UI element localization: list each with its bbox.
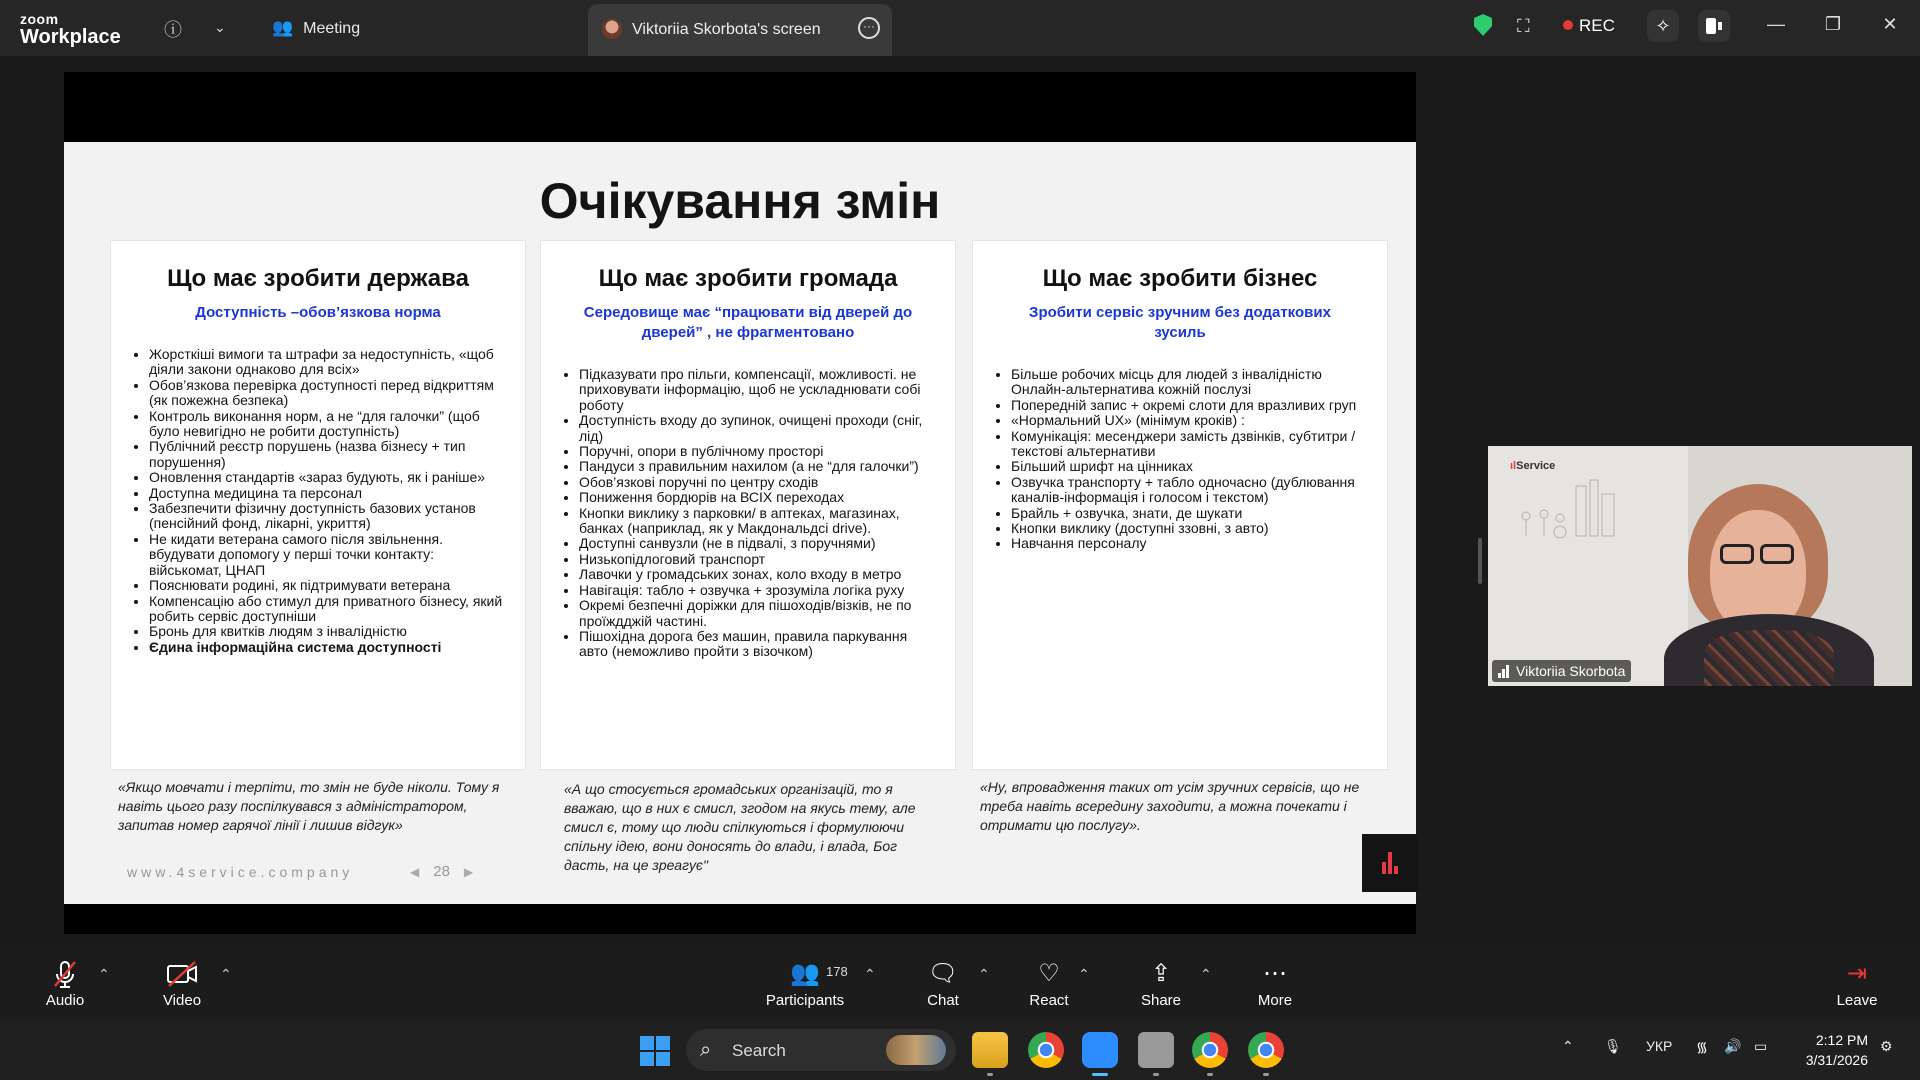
wifi-icon[interactable]: ᯾ [1696, 1039, 1708, 1055]
bullet-item: • Навчання персоналу [1011, 536, 1371, 551]
bullet-item: • Жорсткіші вимоги та штрафи за недоступність, «щоб діяли закони однаково для всіх» [149, 347, 509, 378]
tray-expand-chevron-icon[interactable]: ⌃ [1562, 1038, 1574, 1054]
react-options-caret-icon[interactable]: ⌃ [1078, 966, 1090, 982]
bullet-item: • Більший шрифт на цінниках [1011, 459, 1371, 474]
bullet-item: • Кнопки виклику (доступні ззовні, з авто) [1011, 521, 1371, 536]
bullet-item: • Пониження бордюрів на ВСІХ переходах [579, 490, 939, 505]
language-indicator[interactable]: УКР [1646, 1038, 1673, 1054]
volume-icon[interactable]: 🔊 [1724, 1038, 1742, 1054]
bullet-item: • Оновлення стандартів «зараз будують, як і раніше» [149, 470, 509, 485]
shared-screen [64, 72, 1416, 934]
side-panel-button[interactable] [1698, 10, 1730, 42]
leave-button[interactable]: ⇥ Leave [1832, 958, 1882, 1009]
slide-title: Очікування змін [539, 173, 941, 229]
notifications-icon[interactable]: ⚙ [1880, 1038, 1893, 1054]
bullet-item: • Пішохідна дорога без машин, правила паркування авто (неможливо пройти з візочком) [579, 629, 939, 660]
file-explorer-icon[interactable] [972, 1032, 1008, 1068]
taskbar-search-box[interactable] [686, 1029, 956, 1071]
bullet-item: • Низькопідлоговий транспорт [579, 552, 939, 567]
chrome-icon[interactable] [1028, 1032, 1064, 1068]
background-sketch-illustration [1506, 476, 1626, 540]
encryption-shield-icon[interactable] [1474, 14, 1492, 36]
bullet-item: • Обов’язкова перевірка доступності перед відкриттям (як пожежна безпека) [149, 378, 509, 409]
close-icon[interactable]: ✕ [1882, 14, 1898, 34]
system-clock[interactable] [1796, 1030, 1868, 1070]
leave-door-icon: ⇥ [1846, 960, 1868, 987]
column-heading: Що має зробити держава [167, 265, 469, 292]
column-heading: Що має зробити громада [598, 265, 898, 292]
bullet-item: • Обов’язкові поручні по центру сходів [579, 475, 939, 490]
bullet-item: • Лавочки у громадських зонах, коло входу в метро [579, 567, 939, 582]
quote-state: «Якщо мовчати і терпіти, то змін не буде ніколи. Тому я навіть цього разу поспілкувався з адміністратором, запитав номер гарячої лінії і лишив відгук» [118, 779, 500, 833]
more-button[interactable]: ⋯ More [1250, 958, 1300, 1009]
column-heading: Що має зробити бізнес [1042, 265, 1318, 292]
recording-label: REC [1579, 16, 1615, 35]
video-button[interactable]: Video [156, 958, 208, 1009]
bullet-item: • Не кидати ветерана самого після звільнення. вбудувати допомогу у перші точки контакту: військомат, ЦНАП [149, 532, 509, 578]
bullet-item: • Забезпечити фізичну доступність базових установ (пенсійний фонд, лікарні, укриття) [149, 501, 509, 532]
participant-video-tile[interactable] [1488, 446, 1912, 686]
brand-corner-logo [1362, 834, 1418, 892]
share-options-caret-icon[interactable]: ⌃ [1200, 966, 1212, 982]
recording-dot-icon [1563, 20, 1573, 30]
next-slide-icon: ▶ [463, 865, 474, 879]
bullet-item: • Навігація: табло + озвучка + зрозуміла логіка руху [579, 583, 939, 598]
chat-options-caret-icon[interactable]: ⌃ [978, 966, 990, 982]
tab-meeting[interactable] [272, 18, 360, 38]
zoom-workplace-logo [20, 12, 121, 47]
bullet-item: • Брайль + озвучка, знати, де шукати [1011, 506, 1371, 521]
participants-group-icon: 👥 [272, 18, 294, 37]
background-brand-logo: ılService [1510, 460, 1556, 472]
search-icon: ⌕ [700, 1039, 712, 1061]
column-list [579, 367, 939, 660]
bullet-item: • Поручні, опори в публічному просторі [579, 444, 939, 459]
column-subheading: Середовище має “працювати від дверей до дверей” , не фрагментовано [583, 304, 913, 341]
bullet-item: • Більше робочих місць для людей з інвалідністю Онлайн-альтернатива кожній послузі [1011, 367, 1371, 398]
meeting-info-icon[interactable]: ⓘ [164, 20, 182, 40]
sparkle-icon: ✧ [1655, 16, 1671, 36]
share-screen-icon: ⇪ [1150, 960, 1172, 987]
bullet-item: • «Нормальний UX» (мінімум кроків) : [1011, 413, 1371, 428]
bullet-item: • Комунікація: месенджери замість дзвінків, субтитри / текстові альтернативи [1011, 429, 1371, 460]
brand-bars-icon [1382, 852, 1400, 874]
sharer-avatar [602, 19, 622, 39]
bullet-item: • Публічний реєстр порушень (назва бізнесу + тип порушення) [149, 439, 509, 470]
participant-glasses [1714, 544, 1802, 566]
windows-taskbar [0, 1020, 1920, 1080]
restore-icon[interactable]: ❐ [1824, 14, 1842, 34]
column-list [149, 347, 509, 655]
logo-top-text: zoom [20, 11, 59, 27]
recording-indicator[interactable] [1563, 16, 1615, 36]
bullet-item: • Бронь для квитків людям з інвалідністю [149, 624, 509, 639]
bullet-item: • Підказувати про пільги, компенсації, можливості. не приховувати інформацію, щоб не ускладнювати собі роботу [579, 367, 939, 413]
bullet-item: • Доступна медицина та персонал [149, 486, 509, 501]
tab-meeting-label: Meeting [303, 20, 361, 37]
camera-off-icon [165, 958, 199, 990]
logo-bottom-text: Workplace [20, 26, 121, 48]
chrome-profile-2-icon[interactable] [1248, 1032, 1284, 1068]
participants-count: 178 [826, 964, 848, 979]
bullet-item: • Доступні санвузли (не в підвалі, з поручнями) [579, 536, 939, 551]
meeting-controls-bar [0, 944, 1920, 1020]
clock-date: 3/31/2026 [1805, 1052, 1868, 1068]
tray-microphone-icon[interactable]: 🎙 [1604, 1038, 1622, 1054]
participants-options-caret-icon[interactable]: ⌃ [864, 966, 876, 982]
windows-start-icon[interactable] [640, 1036, 670, 1066]
tab-shared-screen[interactable] [588, 4, 892, 56]
participants-button[interactable]: 👥 Participants [760, 958, 850, 1009]
search-placeholder: Search [732, 1041, 786, 1060]
meeting-stage [0, 56, 1920, 944]
audio-button[interactable]: Audio [40, 958, 90, 1009]
slide-pager [396, 863, 487, 880]
react-button[interactable]: ♡ React [1024, 958, 1074, 1009]
tab-shared-screen-label: Viktoriia Skorbota's screen [632, 21, 821, 38]
bullet-item: • Компенсацію або стимул для приватного бізнесу, який робить сервіс доступніши [149, 594, 509, 625]
presentation-slide [64, 142, 1416, 904]
bullet-item: • Озвучка транспорту + табло одночасно (дублювання каналів-інформація і голосом і текстом) [1011, 475, 1371, 506]
bullet-item: • Пандуси з правильним нахилом (а не “для галочки”) [579, 459, 939, 474]
column-subheading: Зробити сервіс зручним без додаткових зусиль [1029, 304, 1331, 341]
bullet-item: • Єдина інформаційна система доступності [149, 640, 509, 655]
search-highlight-image [886, 1035, 946, 1065]
quote-community: «А що стосується громадських організацій, то я вважаю, що в них є смисл, згодом на якусь тему, але смисл є, тому що люди спілкуються і формулюючи спільну ідею, вони доносять до влади, і влада, Бог дасть, на це зреагує" [564, 781, 916, 873]
chrome-profile-icon[interactable] [1192, 1032, 1228, 1068]
chat-button[interactable]: 🗨 Chat [920, 958, 966, 1009]
page-number: 28 [433, 863, 450, 880]
participant-name-label: Viktoriia Skorbota [1492, 660, 1631, 682]
minimize-icon[interactable]: — [1767, 14, 1785, 34]
view-switch-icon[interactable]: ⛶ [1517, 16, 1530, 36]
column-subheading: Доступність –обов’язкова норма [195, 304, 441, 321]
share-options-icon[interactable]: ··· [858, 17, 880, 39]
clock-time: 2:12 PM [1815, 1032, 1868, 1048]
quote-business: «Ну, впровадження таких от усім зручних сервісів, що не треба навіть всередину заходити, а можна почекати і отримати цю послугу». [980, 779, 1360, 833]
column-list [1011, 367, 1371, 552]
mic-muted-icon [49, 958, 81, 990]
footer-website: www.4service.company [127, 864, 354, 880]
chat-bubble-icon: 🗨 [927, 960, 959, 987]
app-window-icon[interactable] [1138, 1032, 1174, 1068]
ai-companion-button[interactable] [1647, 10, 1679, 42]
bullet-item: • Попередній запис + окремі слоти для вразливих груп [1011, 398, 1371, 413]
signal-strength-icon [1498, 665, 1512, 678]
participants-icon: 👥 [790, 960, 820, 987]
prev-slide-icon: ◀ [410, 865, 420, 879]
video-options-caret-icon[interactable]: ⌃ [220, 966, 232, 982]
info-chevron-down-icon[interactable]: ⌄ [214, 19, 226, 35]
column-business [972, 240, 1388, 770]
column-community [540, 240, 956, 770]
battery-icon[interactable]: ▭ [1754, 1038, 1768, 1054]
zoom-app-icon[interactable] [1082, 1032, 1118, 1068]
bullet-item: • Доступність входу до зупинок, очищені проходи (сніг, лід) [579, 413, 939, 444]
panel-resize-handle[interactable] [1478, 538, 1482, 584]
bullet-item: • Окремі безпечні доріжки для пішоходів/візків, не по проїждджій частині. [579, 598, 939, 629]
bullet-item: • Кнопки виклику з парковки/ в аптеках, магазинах, банках (наприклад, як у Макдональдсі drive). [579, 506, 939, 537]
bullet-item: • Контроль виконання норм, а не “для галочки” (щоб було невигідно не робити доступність) [149, 409, 509, 440]
audio-options-caret-icon[interactable]: ⌃ [98, 966, 110, 982]
share-button[interactable]: ⇪ Share [1136, 958, 1186, 1009]
column-state [110, 240, 526, 770]
more-ellipsis-icon: ⋯ [1263, 960, 1287, 987]
bullet-item: • Пояснювати родині, як підтримувати ветерана [149, 578, 509, 593]
zoom-title-bar [0, 0, 1920, 56]
heart-icon: ♡ [1038, 960, 1060, 987]
